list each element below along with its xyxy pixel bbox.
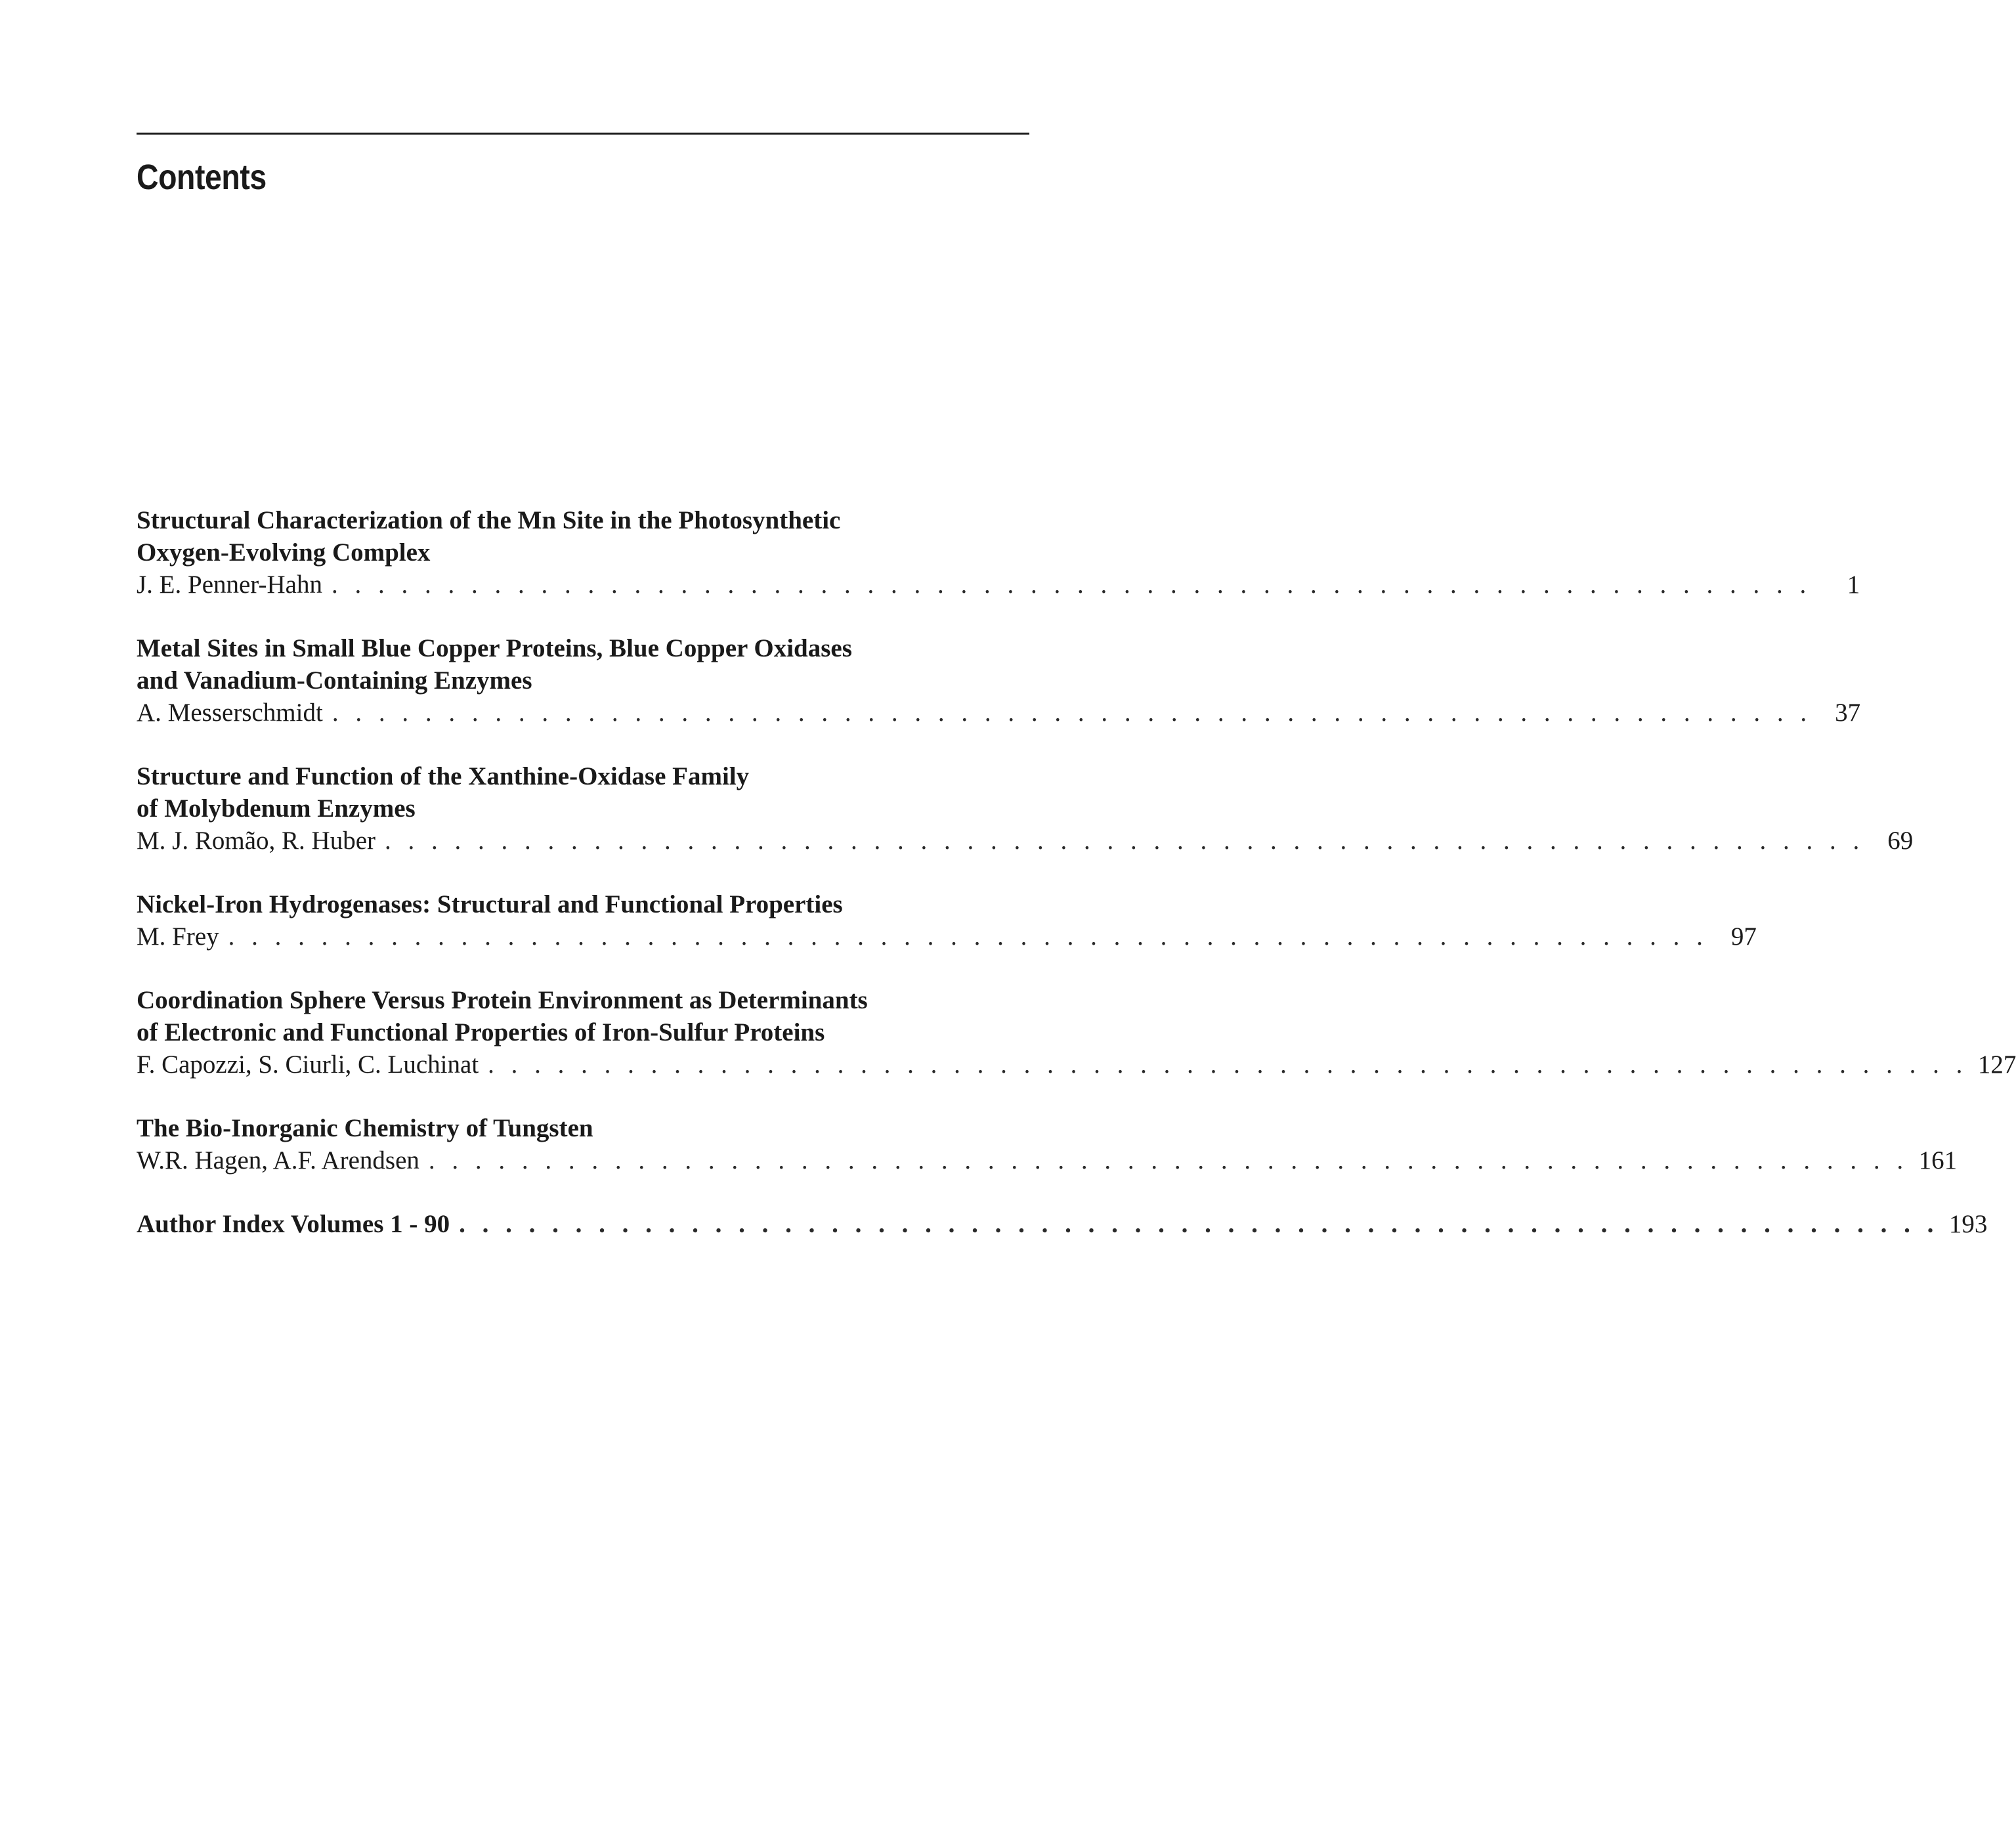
entry-page-number: 161: [1918, 1146, 1958, 1175]
dot-leader: . . . . . . . . . . . . . . . . . . . . . . . . . . . . . . . . . . . . . . . . . . . . . . . . . . . . . . . . . . . . . . . .: [428, 1146, 1909, 1175]
table-of-contents: [137, 504, 2016, 1272]
entry-title-line: of Electronic and Functional Properties of Iron-Sulfur Proteins: [137, 1018, 825, 1046]
entry-page-number: 69: [1887, 827, 1914, 855]
entry-authors: J. E. Penner-Hahn: [137, 571, 322, 599]
entry-title-line: Structure and Function of the Xanthine-Oxidase Family: [137, 762, 750, 790]
entry-title-line: of Molybdenum Enzymes: [137, 794, 416, 823]
entry-title-line: Metal Sites in Small Blue Copper Proteins, Blue Copper Oxidases: [137, 634, 852, 662]
entry-title-line: Oxygen-Evolving Complex: [137, 538, 431, 567]
entry-author-line: [137, 825, 1914, 857]
entry-authors: W.R. Hagen, A.F. Arendsen: [137, 1146, 419, 1175]
page-title: Contents: [137, 158, 267, 197]
author-index-label: Author Index Volumes 1 - 90: [137, 1210, 450, 1238]
dot-leader: . . . . . . . . . . . . . . . . . . . . . . . . . . . . . . . . . . . . . . . . . . . . . . . . . . . . . . . . . . . . . . . .: [385, 827, 1865, 855]
entry-author-line: [137, 920, 1757, 953]
entry-author-line: [137, 1144, 1958, 1176]
entry-page-number: 37: [1835, 699, 1861, 727]
toc-entry[interactable]: [137, 760, 1914, 857]
entry-author-line: [137, 1048, 2016, 1081]
entry-author-line: [137, 697, 1861, 729]
toc-entry[interactable]: [137, 504, 1860, 601]
entry-authors: M. J. Romão, R. Huber: [137, 827, 375, 855]
entry-title-line: Coordination Sphere Versus Protein Environment as Determinants: [137, 986, 868, 1014]
toc-entry[interactable]: [137, 984, 2016, 1081]
entry-authors: A. Messerschmidt: [137, 699, 323, 727]
entry-page-number: 97: [1730, 922, 1757, 951]
dot-leader: . . . . . . . . . . . . . . . . . . . . . . . . . . . . . . . . . . . . . . . . . . . . . . . . . . . . . . . . . . . . . . . .: [459, 1210, 1939, 1238]
entry-title-line: and Vanadium-Containing Enzymes: [137, 666, 532, 695]
entry-authors: M. Frey: [137, 922, 219, 951]
dot-leader: . . . . . . . . . . . . . . . . . . . . . . . . . . . . . . . . . . . . . . . . . . . . . . . . . . . . . . . . . . . . . . . .: [332, 699, 1812, 727]
entry-author-line: [137, 569, 1860, 601]
entry-page-number: 1: [1847, 571, 1860, 599]
entry-page-number: 127: [1977, 1050, 2016, 1079]
author-index-line: [137, 1208, 1988, 1240]
dot-leader: . . . . . . . . . . . . . . . . . . . . . . . . . . . . . . . . . . . . . . . . . . . . . . . . . . . . . . . . . . . . . . . .: [331, 571, 1812, 599]
entry-title-line: The Bio-Inorganic Chemistry of Tungsten: [137, 1114, 593, 1142]
toc-entry[interactable]: [137, 1112, 1958, 1176]
toc-entry[interactable]: [137, 888, 1757, 953]
top-rule: [137, 133, 1029, 135]
entry-title-line: Structural Characterization of the Mn Site in the Photosynthetic: [137, 506, 841, 534]
entry-authors: F. Capozzi, S. Ciurli, C. Luchinat: [137, 1050, 479, 1079]
dot-leader: . . . . . . . . . . . . . . . . . . . . . . . . . . . . . . . . . . . . . . . . . . . . . . . . . . . . . . . . . . . . . . . .: [488, 1050, 1968, 1079]
toc-entry[interactable]: [137, 632, 1861, 729]
dot-leader: . . . . . . . . . . . . . . . . . . . . . . . . . . . . . . . . . . . . . . . . . . . . . . . . . . . . . . . . . . . . . . . .: [228, 922, 1708, 951]
toc-entry-author-index[interactable]: [137, 1208, 1988, 1240]
author-index-page-number: 193: [1948, 1210, 1988, 1238]
entry-title-line: Nickel-Iron Hydrogenases: Structural and Functional Properties: [137, 890, 843, 918]
